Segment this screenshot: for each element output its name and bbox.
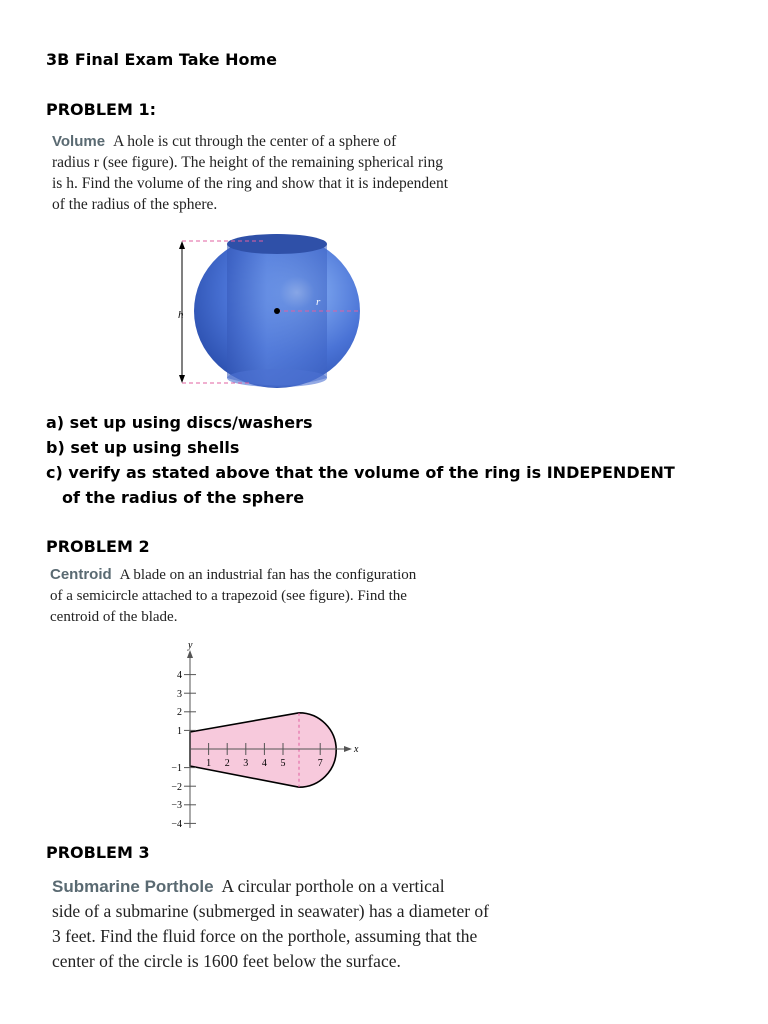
task-c-continued: of the radius of the sphere: [62, 488, 305, 507]
y-axis-arrow: [187, 650, 193, 658]
problem-1-line-1: A hole is cut through the center of a sphere of: [113, 133, 397, 150]
x-tick-2: 2: [224, 758, 230, 769]
x-tick-1: 1: [206, 758, 212, 769]
problem-2-line-3: centroid of the blade.: [50, 609, 178, 625]
y-axis-label: y: [188, 640, 193, 651]
problem-1-line-3: is h. Find the volume of the ring and show that it is independent: [52, 175, 449, 192]
problem-3-line-1: A circular porthole on a vertical: [221, 876, 445, 896]
blade-region: [190, 713, 336, 787]
problem-2-line-2: of a semicircle attached to a trapezoid (see figure). Find the: [50, 588, 407, 604]
problem-3-line-4: center of the circle is 1600 feet below the surface.: [52, 951, 401, 971]
y-tick-1: 1: [177, 726, 182, 737]
problem-1-heading: PROBLEM 1:: [46, 100, 156, 119]
x-tick-4: 4: [261, 758, 267, 769]
height-arrow-up: [179, 241, 185, 249]
problem-3-lead: Submarine Porthole: [52, 877, 214, 896]
problem-3-text: [52, 874, 552, 974]
y-tick-4: 4: [177, 670, 182, 681]
y-tick-neg1: −1: [171, 763, 182, 774]
problem-2-line-1: A blade on an industrial fan has the configuration: [119, 567, 417, 583]
x-axis-label: x: [354, 744, 359, 755]
x-tick-5: 5: [280, 758, 286, 769]
x-tick-7: 7: [317, 758, 323, 769]
task-b: b) set up using shells: [46, 438, 240, 457]
y-tick-3: 3: [177, 689, 182, 700]
y-tick-neg2: −2: [171, 782, 182, 793]
y-tick-neg4: −4: [171, 819, 182, 830]
problem-1-line-2: radius r (see figure). The height of the remaining spherical ring: [52, 154, 443, 171]
problem-2-lead: Centroid: [50, 566, 112, 583]
hole-top: [227, 234, 327, 254]
height-arrow-down: [179, 375, 185, 383]
blade-figure: [160, 636, 370, 836]
y-tick-2: 2: [177, 707, 182, 718]
problem-2-text: [50, 564, 475, 628]
problem-3-line-2: side of a submarine (submerged in seawater) has a diameter of: [52, 901, 490, 921]
sphere-ring-figure: [170, 228, 370, 393]
label-r: r: [316, 296, 321, 308]
cylindrical-hole: [227, 244, 327, 386]
problem-1-lead: Volume: [52, 133, 106, 150]
problem-1-line-4: of the radius of the sphere.: [52, 196, 218, 213]
center-dot: [274, 308, 280, 314]
problem-3-heading: PROBLEM 3: [46, 843, 150, 862]
problem-1-tasks: [46, 410, 675, 510]
task-c: c) verify as stated above that the volume of the ring is INDEPENDENT: [46, 463, 675, 482]
hole-bottom: [227, 369, 327, 387]
x-tick-3: 3: [243, 758, 249, 769]
y-tick-labels: [171, 670, 182, 830]
x-axis-arrow: [344, 746, 352, 752]
problem-3-line-3: 3 feet. Find the fluid force on the porthole, assuming that the: [52, 926, 478, 946]
document-title: 3B Final Exam Take Home: [46, 50, 278, 69]
y-tick-neg3: −3: [171, 800, 182, 811]
problem-1-text: [52, 131, 482, 215]
problem-2-heading: PROBLEM 2: [46, 537, 150, 556]
task-a: a) set up using discs/washers: [46, 413, 313, 432]
label-h: h: [178, 309, 184, 321]
